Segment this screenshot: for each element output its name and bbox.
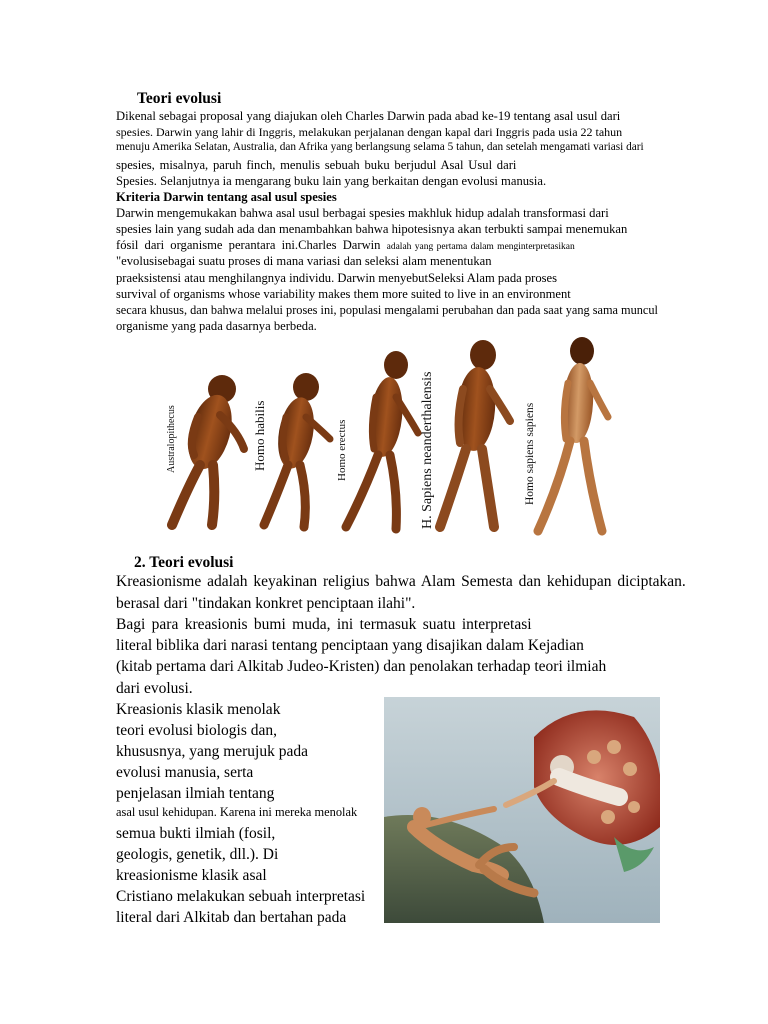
section2-left-line-10: Cristiano melakukan sebuah interpretasi — [116, 888, 366, 905]
section2-left-line-11: literal dari Alkitab dan bertahan pada — [116, 909, 347, 926]
label-homo-sapiens-sapiens: Homo sapiens sapiens — [524, 402, 536, 505]
section2-line-5: (kitab pertama dari Alkitab Judeo-Kristen) dan penolakan terhadap teori ilmiah — [116, 658, 607, 675]
section1-subheading: Kriteria Darwin tentang asal usul spesies — [116, 190, 337, 204]
section2-left-line-7: semua bukti ilmiah (fosil, — [116, 825, 276, 842]
section1-para2-line-6: survival of organisms whose variability makes them more suited to live in an environment — [116, 287, 571, 301]
homo-erectus-figure — [346, 351, 418, 529]
section2-left-line-6: asal usul kehidupan. Karena ini mereka menolak — [116, 805, 358, 819]
evolution-illustration — [158, 337, 616, 537]
section1-title: Teori evolusi — [137, 90, 222, 107]
section2-line-6: dari evolusi. — [116, 680, 193, 697]
creation-painting — [384, 697, 660, 923]
section2-left-line-9: kreasionisme klasik asal — [116, 867, 267, 884]
section2-line-4: literal biblika dari narasi tentang penciptaan yang disajikan dalam Kejadian — [116, 637, 584, 654]
homo-habilis-figure — [264, 373, 330, 527]
label-australopithecus: Australopithecus — [166, 405, 177, 473]
section1-line-5: Spesies. Selanjutnya ia mengarang buku lain yang berkaitan dengan evolusi manusia. — [116, 174, 547, 188]
section2-line-3: Bagi para kreasionis bumi muda, ini termasuk suatu interpretasi — [116, 616, 532, 633]
section1-para2-line-5: praeksistensi atau menghilangnya individu. Darwin menyebutSeleksi Alam pada proses — [116, 271, 558, 285]
section1-para2-line-1: Darwin mengemukakan bahwa asal usul berbagai spesies makhluk hidup adalah transformasi dari — [116, 206, 609, 220]
label-homo-habilis: Homo habilis — [252, 400, 267, 471]
section2-line-2: berasal dari "tindakan konkret penciptaan ilahi". — [116, 595, 416, 612]
section2-line-1: Kreasionisme adalah keyakinan religius bahwa Alam Semesta dan kehidupan diciptakan. — [116, 573, 686, 590]
section2-title: 2. Teori evolusi — [134, 554, 234, 571]
creation-painting-svg — [384, 697, 660, 923]
australopithecus-figure — [172, 375, 244, 525]
section2-left-line-4: evolusi manusia, serta — [116, 764, 254, 781]
section1-line-2: spesies. Darwin yang lahir di Inggris, melakukan perjalanan dengan kapal dari Inggris pada usia 22 tahun — [116, 125, 623, 139]
section1-para2-line-3-small: adalah yang pertama dalam menginterpretasikan — [386, 242, 575, 252]
neanderthal-figure — [440, 340, 510, 527]
section2-left-line-8: geologis, genetik, dll.). Di — [116, 846, 279, 863]
section2-left-line-2: teori evolusi biologis dan, — [116, 722, 278, 739]
section1-para2-line-3: fósil dari organisme perantara ini.Charles Darwin — [116, 238, 381, 252]
section2-left-line-1: Kreasionis klasik menolak — [116, 701, 281, 718]
section1-line-1: Dikenal sebagai proposal yang diajukan oleh Charles Darwin pada abad ke-19 tentang asal usul dari — [116, 109, 621, 123]
section1-para2-line-8: organisme yang pada dasarnya berbeda. — [116, 319, 317, 333]
section2-left-line-5: penjelasan ilmiah tentang — [116, 785, 275, 802]
section1-line-3: menuju Amerika Selatan, Australia, dan Afrika yang berlangsung selama 5 tahun, dan setelah mengamati variasi dari — [116, 141, 644, 153]
section1-para2-line-7: secara khusus, dan bahwa melalui proses ini, populasi mengalami perubahan dan pada saat yang sama muncul — [116, 303, 658, 317]
homo-sapiens-figure — [538, 337, 608, 531]
evolution-figures-svg — [158, 337, 616, 537]
label-homo-erectus: Homo erectus — [336, 419, 348, 481]
section1-para2-line-2: spesies lain yang sudah ada dan menambahkan bahwa hipotesisnya akan terbukti sampai menemukan — [116, 222, 628, 236]
section1-para2-line-3-wrap — [116, 238, 575, 253]
section2-left-line-3: khususnya, yang merujuk pada — [116, 743, 308, 760]
section1-para2-line-4: "evolusisebagai suatu proses di mana variasi dan seleksi alam menentukan — [116, 254, 492, 268]
section1-line-4: spesies, misalnya, paruh finch, menulis sebuah buku berjudul Asal Usul dari — [116, 158, 517, 172]
label-neanderthalensis: H. Sapiens neanderthalensis — [420, 371, 435, 529]
